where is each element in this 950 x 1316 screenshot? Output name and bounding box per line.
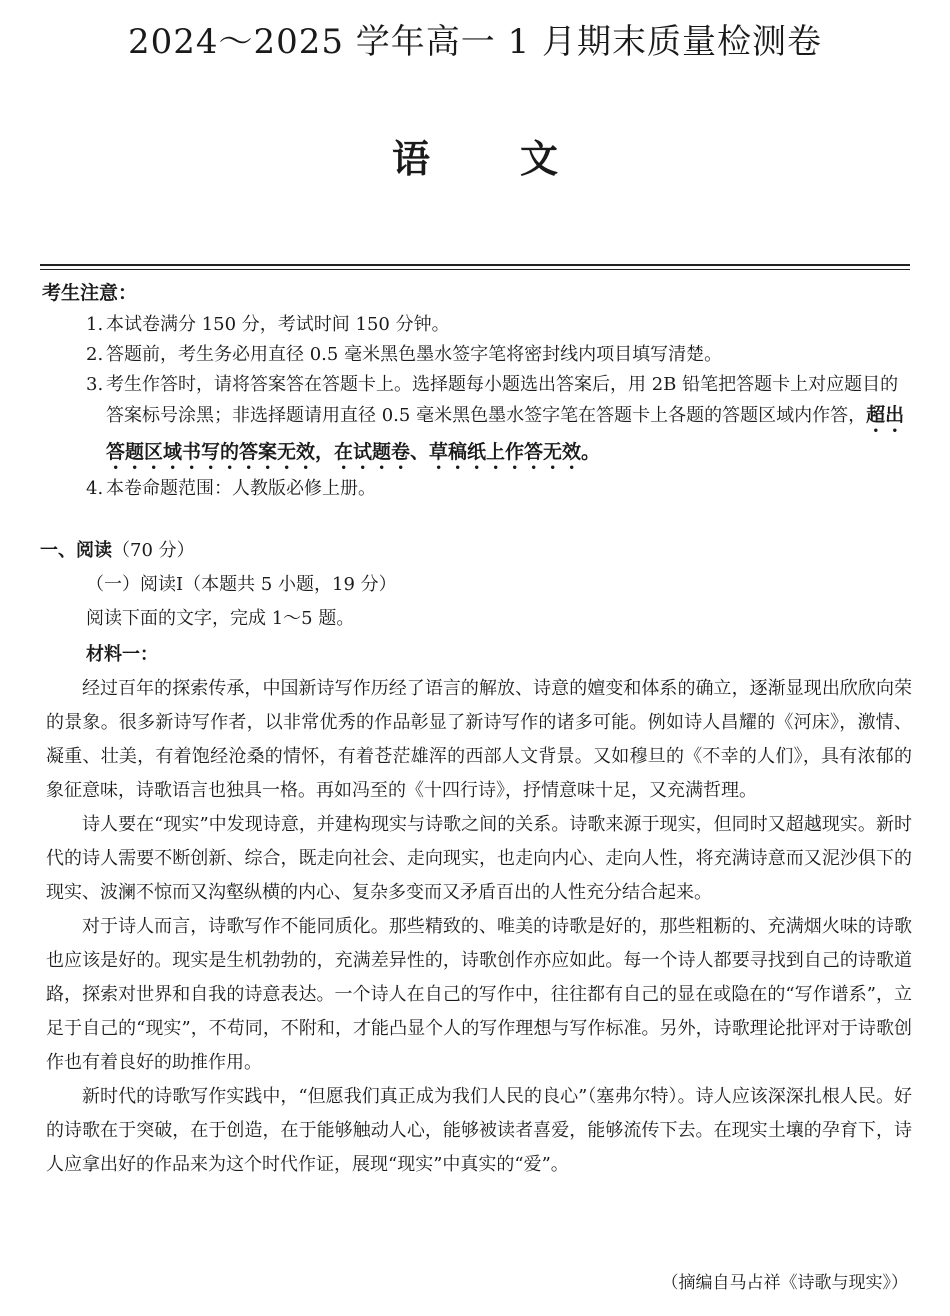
- notice-item-emphasis: 超出答题区域书写的答案无效，在试题卷、草稿纸上作答无效。: [106, 404, 905, 463]
- notice-item-text: 考生作答时，请将答案答在答题卡上。选择题每小题选出答案后，用 2B 铅笔把答题卡上对应题目的答案标号涂黑；非选择题请用直径 0.5 毫米黑色墨水签字笔在答题卡上各题的答题区域内作答，: [106, 374, 899, 426]
- notice-item-number: 4.: [86, 478, 104, 499]
- notice-item-text: 答题前，考生务必用直径 0.5 毫米黑色墨水签字笔将密封线内项目填写清楚。: [106, 344, 723, 365]
- notice-heading: 考生注意：: [42, 282, 138, 304]
- section-title: 一、阅读: [40, 540, 112, 561]
- notice-item-number: 3.: [86, 374, 104, 395]
- material-label: 材料一：: [86, 644, 158, 665]
- exam-title: 2024～2025 学年高一 1 月期末质量检测卷: [127, 22, 823, 62]
- section-score: （70 分）: [112, 540, 195, 561]
- notice-list: [86, 310, 916, 504]
- subject-title: 语文: [391, 137, 648, 181]
- notice-item: [86, 340, 916, 370]
- notice-item: [86, 370, 916, 474]
- paragraph: 诗人要在“现实”中发现诗意，并建构现实与诗歌之间的关系。诗歌来源于现实，但同时又超越现实。新时代的诗人需要不断创新、综合，既走向社会、走向现实，也走向内心、走向人性，将充满诗意而又泥沙俱下的现实、波澜不惊而又沟壑纵横的内心、复杂多变而又矛盾百出的人性充分结合起来。: [46, 814, 912, 903]
- paragraph: 新时代的诗歌写作实践中，“但愿我们真正成为我们人民的良心”（塞弗尔特）。诗人应该深深扎根人民。好的诗歌在于突破，在于创造，在于能够触动人心，能够被读者喜爱，能够流传下去。在现实土壤的孕育下，诗人应拿出好的作品来为这个时代作证，展现“现实”中真实的“爱”。: [46, 1086, 912, 1175]
- reading-instruction: 阅读下面的文字，完成 1～5 题。: [86, 608, 355, 629]
- notice-item-number: 1.: [86, 314, 104, 335]
- notice-item: [86, 474, 916, 504]
- header-rule-thin: [40, 269, 910, 270]
- source-citation: （摘编自马占祥《诗歌与现实》）: [661, 1273, 908, 1293]
- header-rule-thick: [40, 264, 910, 266]
- notice-item-text: 本卷命题范围：人教版必修上册。: [106, 478, 376, 499]
- subsection-title: （一）阅读Ⅰ（本题共 5 小题，19 分）: [86, 574, 397, 595]
- notice-item-number: 2.: [86, 344, 104, 365]
- material-body: [46, 672, 912, 1182]
- paragraph: 对于诗人而言，诗歌写作不能同质化。那些精致的、唯美的诗歌是好的，那些粗粝的、充满烟火味的诗歌也应该是好的。现实是生机勃勃的，充满差异性的，诗歌创作亦应如此。每一个诗人都要寻找到自己的诗歌道路，探索对世界和自我的诗意表达。一个诗人在自己的写作中，往往都有自己的显在或隐在的“写作谱系”，立足于自己的“现实”，不苟同，不附和，才能凸显个人的写作理想与写作标准。另外，诗歌理论批评对于诗歌创作也有着良好的助推作用。: [46, 916, 912, 1073]
- notice-item: [86, 310, 916, 340]
- paragraph: 经过百年的探索传承，中国新诗写作历经了语言的解放、诗意的嬗变和体系的确立，逐渐显现出欣欣向荣的景象。很多新诗写作者，以非常优秀的作品彰显了新诗写作的诸多可能。例如诗人昌耀的《河床》，激情、凝重、壮美，有着饱经沧桑的情怀，有着苍茫雄浑的西部人文背景。又如穆旦的《不幸的人们》，具有浓郁的象征意味，诗歌语言也独具一格。再如冯至的《十四行诗》，抒情意味十足，又充满哲理。: [46, 678, 912, 801]
- notice-item-text: 本试卷满分 150 分，考试时间 150 分钟。: [106, 314, 450, 335]
- section-heading: [40, 536, 195, 562]
